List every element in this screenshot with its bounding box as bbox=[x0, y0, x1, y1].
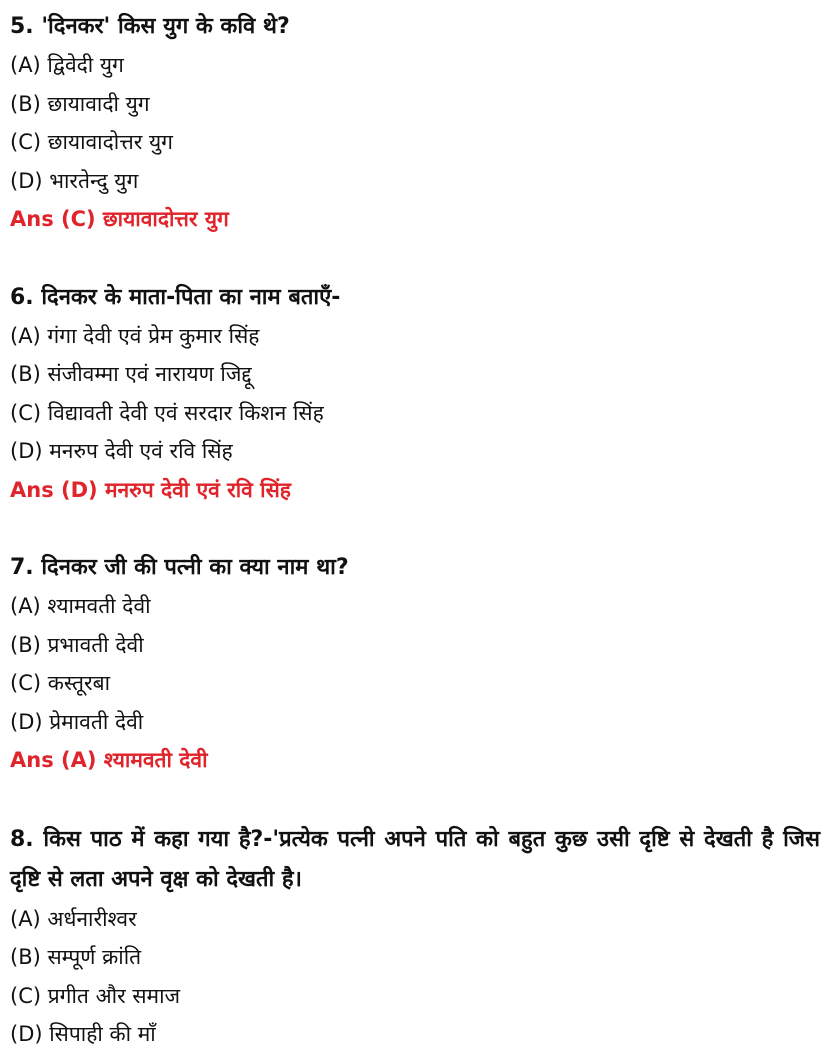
option-a: (A) श्यामवती देवी bbox=[10, 594, 151, 618]
option-d: (D) मनरुप देवी एवं रवि सिंह bbox=[10, 439, 233, 463]
option-d: (D) सिपाही की माँ bbox=[10, 1022, 156, 1046]
option-a: (A) द्विवेदी युग bbox=[10, 53, 124, 77]
question-title: 7. दिनकर जी की पत्नी का क्या नाम था? bbox=[10, 555, 349, 580]
option-b: (B) सम्पूर्ण क्रांति bbox=[10, 945, 142, 969]
option-c: (C) प्रगीत और समाज bbox=[10, 983, 181, 1008]
question-title: 5. 'दिनकर' किस युग के कवि थे? bbox=[10, 14, 290, 39]
answer-line: Ans (C) छायावादोत्तर युग bbox=[10, 207, 229, 231]
question-6 bbox=[10, 279, 820, 510]
option-a: (A) अर्धनारीश्वर bbox=[10, 906, 137, 931]
question-divider bbox=[10, 239, 820, 279]
option-b: (B) छायावादी युग bbox=[10, 91, 150, 116]
option-b: (B) संजीवम्मा एवं नारायण जिद्दू bbox=[10, 362, 252, 386]
question-divider bbox=[10, 509, 820, 549]
option-a: (A) गंगा देवी एवं प्रेम कुमार सिंह bbox=[10, 323, 260, 348]
option-c: (C) कस्तूरबा bbox=[10, 671, 111, 695]
option-d: (D) भारतेन्दु युग bbox=[10, 168, 139, 193]
answer-line: Ans (D) मनरुप देवी एवं रवि सिंह bbox=[10, 477, 291, 502]
question-7 bbox=[10, 549, 820, 780]
quiz-page bbox=[10, 8, 820, 1054]
question-divider bbox=[10, 780, 820, 820]
answer-line: Ans (A) श्यामवती देवी bbox=[10, 748, 208, 772]
question-8 bbox=[10, 820, 820, 1054]
question-5 bbox=[10, 8, 820, 239]
option-d: (D) प्रेमावती देवी bbox=[10, 709, 144, 734]
option-c: (C) विद्यावती देवी एवं सरदार किशन सिंह bbox=[10, 400, 324, 425]
option-c: (C) छायावादोत्तर युग bbox=[10, 130, 173, 154]
option-b: (B) प्रभावती देवी bbox=[10, 632, 144, 657]
question-title: 6. दिनकर के माता-पिता का नाम बताएँ- bbox=[10, 284, 341, 310]
question-title: 8. किस पाठ में कहा गया है?-'प्रत्येक पत्नी अपने पति को बहुत कुछ उसी दृष्टि से देखती है जिस दृष्टि से लता अपने वृक्ष को देखती है। bbox=[10, 826, 820, 892]
